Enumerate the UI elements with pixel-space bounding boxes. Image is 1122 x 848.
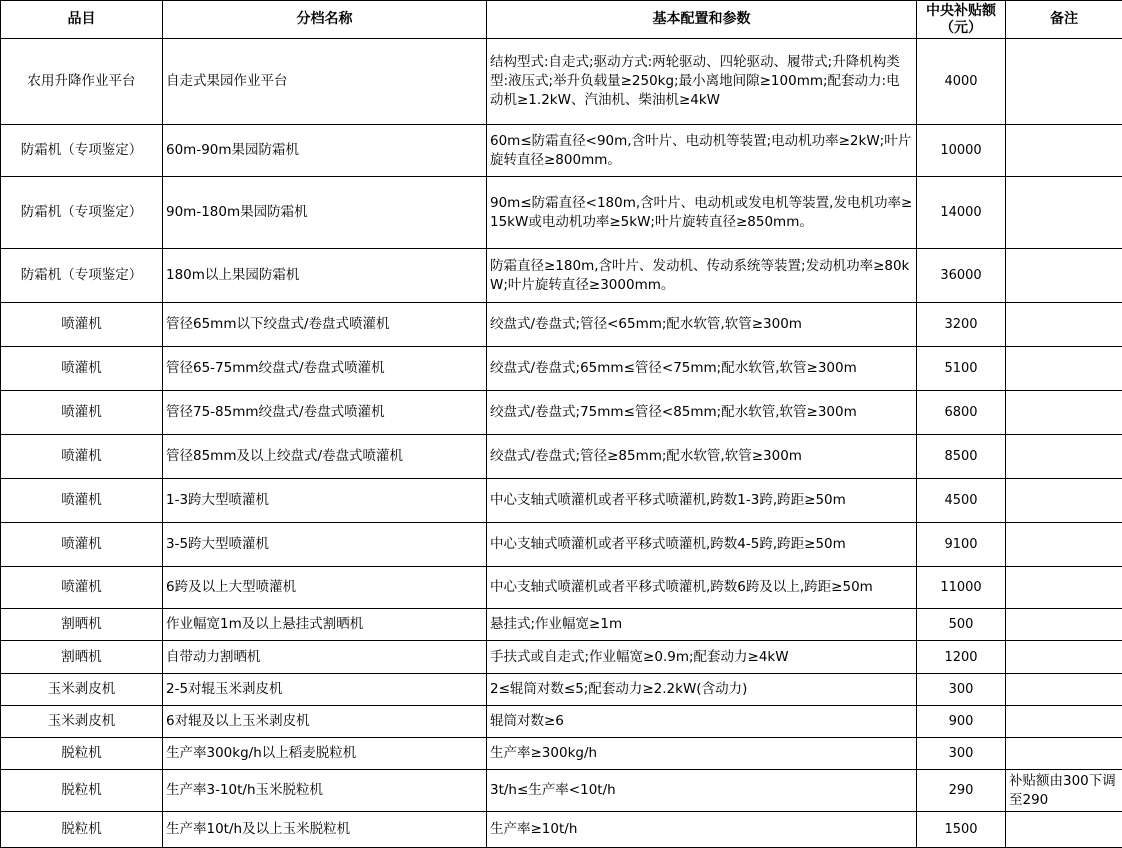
cell-subsidy: 36000 (917, 249, 1006, 303)
cell-note (1006, 567, 1122, 609)
cell-subsidy: 11000 (917, 567, 1006, 609)
cell-category: 脱粒机 (1, 738, 163, 770)
cell-note (1006, 303, 1122, 347)
cell-subsidy: 1200 (917, 641, 1006, 674)
cell-tier: 自走式果园作业平台 (163, 39, 487, 125)
cell-subsidy: 5100 (917, 347, 1006, 391)
cell-tier: 自带动力割晒机 (163, 641, 487, 674)
cell-note (1006, 177, 1122, 249)
cell-config: 绞盘式/卷盘式;75mm≤管径<85mm;配水软管,软管≥300m (487, 391, 917, 435)
cell-tier: 生产率10t/h及以上玉米脱粒机 (163, 812, 487, 848)
cell-config: 绞盘式/卷盘式;管径<65mm;配水软管,软管≥300m (487, 303, 917, 347)
cell-tier: 90m-180m果园防霜机 (163, 177, 487, 249)
cell-config: 3t/h≤生产率<10t/h (487, 770, 917, 812)
cell-note (1006, 641, 1122, 674)
table-header-row (1, 1, 1122, 39)
cell-category: 喷灌机 (1, 391, 163, 435)
cell-subsidy: 8500 (917, 435, 1006, 479)
cell-config: 60m≤防霜直径<90m,含叶片、电动机等装置;电动机功率≥2kW;叶片旋转直径≥800mm。 (487, 125, 917, 177)
cell-tier: 6对辊及以上玉米剥皮机 (163, 706, 487, 738)
cell-note (1006, 249, 1122, 303)
cell-note (1006, 391, 1122, 435)
cell-category: 割晒机 (1, 641, 163, 674)
cell-category: 防霜机（专项鉴定） (1, 177, 163, 249)
cell-tier: 管径85mm及以上绞盘式/卷盘式喷灌机 (163, 435, 487, 479)
cell-config: 防霜直径≥180m,含叶片、发动机、传动系统等装置;发动机功率≥80kW;叶片旋转直径≥3000mm。 (487, 249, 917, 303)
cell-category: 喷灌机 (1, 435, 163, 479)
cell-subsidy: 9100 (917, 523, 1006, 567)
cell-note (1006, 479, 1122, 523)
cell-tier: 60m-90m果园防霜机 (163, 125, 487, 177)
cell-tier: 3-5跨大型喷灌机 (163, 523, 487, 567)
cell-note (1006, 706, 1122, 738)
cell-tier: 1-3跨大型喷灌机 (163, 479, 487, 523)
header-subsidy: 中央补贴额（元） (917, 1, 1006, 39)
table-row (1, 347, 1122, 391)
cell-config: 悬挂式;作业幅宽≥1m (487, 609, 917, 641)
cell-config: 中心支轴式喷灌机或者平移式喷灌机,跨数6跨及以上,跨距≥50m (487, 567, 917, 609)
table-row (1, 567, 1122, 609)
cell-tier: 管径75-85mm绞盘式/卷盘式喷灌机 (163, 391, 487, 435)
cell-config: 2≤辊筒对数≤5;配套动力≥2.2kW(含动力) (487, 674, 917, 706)
cell-category: 玉米剥皮机 (1, 674, 163, 706)
table-row (1, 39, 1122, 125)
cell-tier: 6跨及以上大型喷灌机 (163, 567, 487, 609)
table-row (1, 125, 1122, 177)
cell-subsidy: 300 (917, 674, 1006, 706)
cell-note (1006, 738, 1122, 770)
cell-subsidy: 10000 (917, 125, 1006, 177)
cell-config: 中心支轴式喷灌机或者平移式喷灌机,跨数4-5跨,跨距≥50m (487, 523, 917, 567)
cell-subsidy: 14000 (917, 177, 1006, 249)
header-note: 备注 (1006, 1, 1122, 39)
cell-category: 割晒机 (1, 609, 163, 641)
table-row (1, 177, 1122, 249)
cell-note (1006, 435, 1122, 479)
cell-subsidy: 500 (917, 609, 1006, 641)
cell-config: 手扶式或自走式;作业幅宽≥0.9m;配套动力≥4kW (487, 641, 917, 674)
cell-category: 防霜机（专项鉴定） (1, 125, 163, 177)
table-row (1, 523, 1122, 567)
header-config: 基本配置和参数 (487, 1, 917, 39)
cell-tier: 管径65mm以下绞盘式/卷盘式喷灌机 (163, 303, 487, 347)
cell-subsidy: 4000 (917, 39, 1006, 125)
cell-note (1006, 609, 1122, 641)
table-row (1, 674, 1122, 706)
cell-tier: 生产率300kg/h以上稻麦脱粒机 (163, 738, 487, 770)
cell-category: 脱粒机 (1, 770, 163, 812)
cell-category: 防霜机（专项鉴定） (1, 249, 163, 303)
cell-tier: 180m以上果园防霜机 (163, 249, 487, 303)
cell-config: 生产率≥300kg/h (487, 738, 917, 770)
cell-subsidy: 1500 (917, 812, 1006, 848)
cell-config: 辊筒对数≥6 (487, 706, 917, 738)
cell-note (1006, 125, 1122, 177)
cell-config: 生产率≥10t/h (487, 812, 917, 848)
cell-config: 中心支轴式喷灌机或者平移式喷灌机,跨数1-3跨,跨距≥50m (487, 479, 917, 523)
header-category: 品目 (1, 1, 163, 39)
table-row (1, 706, 1122, 738)
cell-note (1006, 39, 1122, 125)
table-row (1, 303, 1122, 347)
cell-note (1006, 674, 1122, 706)
cell-category: 喷灌机 (1, 567, 163, 609)
cell-config: 绞盘式/卷盘式;65mm≤管径<75mm;配水软管,软管≥300m (487, 347, 917, 391)
cell-category: 农用升降作业平台 (1, 39, 163, 125)
table-row (1, 609, 1122, 641)
cell-category: 喷灌机 (1, 303, 163, 347)
cell-config: 结构型式:自走式;驱动方式:两轮驱动、四轮驱动、履带式;升降机构类型:液压式;举升负载量≥250kg;最小离地间隙≥100mm;配套动力:电动机≥1.2kW、汽油机、柴油机≥4kW (487, 39, 917, 125)
header-tier-name: 分档名称 (163, 1, 487, 39)
cell-tier: 作业幅宽1m及以上悬挂式割晒机 (163, 609, 487, 641)
table-row (1, 435, 1122, 479)
table-row (1, 479, 1122, 523)
cell-subsidy: 6800 (917, 391, 1006, 435)
cell-note (1006, 523, 1122, 567)
cell-category: 喷灌机 (1, 523, 163, 567)
cell-note: 补贴额由300下调至290 (1006, 770, 1122, 812)
cell-subsidy: 290 (917, 770, 1006, 812)
cell-config: 绞盘式/卷盘式;管径≥85mm;配水软管,软管≥300m (487, 435, 917, 479)
cell-subsidy: 900 (917, 706, 1006, 738)
cell-tier: 生产率3-10t/h玉米脱粒机 (163, 770, 487, 812)
cell-category: 玉米剥皮机 (1, 706, 163, 738)
cell-config: 90m≤防霜直径<180m,含叶片、电动机或发电机等装置,发电机功率≥15kW或电动机功率≥5kW;叶片旋转直径≥850mm。 (487, 177, 917, 249)
table-row (1, 770, 1122, 812)
cell-note (1006, 812, 1122, 848)
table-row (1, 812, 1122, 848)
table-row (1, 391, 1122, 435)
cell-subsidy: 300 (917, 738, 1006, 770)
cell-category: 喷灌机 (1, 347, 163, 391)
cell-subsidy: 4500 (917, 479, 1006, 523)
cell-category: 脱粒机 (1, 812, 163, 848)
cell-tier: 2-5对辊玉米剥皮机 (163, 674, 487, 706)
cell-category: 喷灌机 (1, 479, 163, 523)
cell-tier: 管径65-75mm绞盘式/卷盘式喷灌机 (163, 347, 487, 391)
cell-subsidy: 3200 (917, 303, 1006, 347)
cell-note (1006, 347, 1122, 391)
table-row (1, 641, 1122, 674)
table-row (1, 249, 1122, 303)
table-row (1, 738, 1122, 770)
